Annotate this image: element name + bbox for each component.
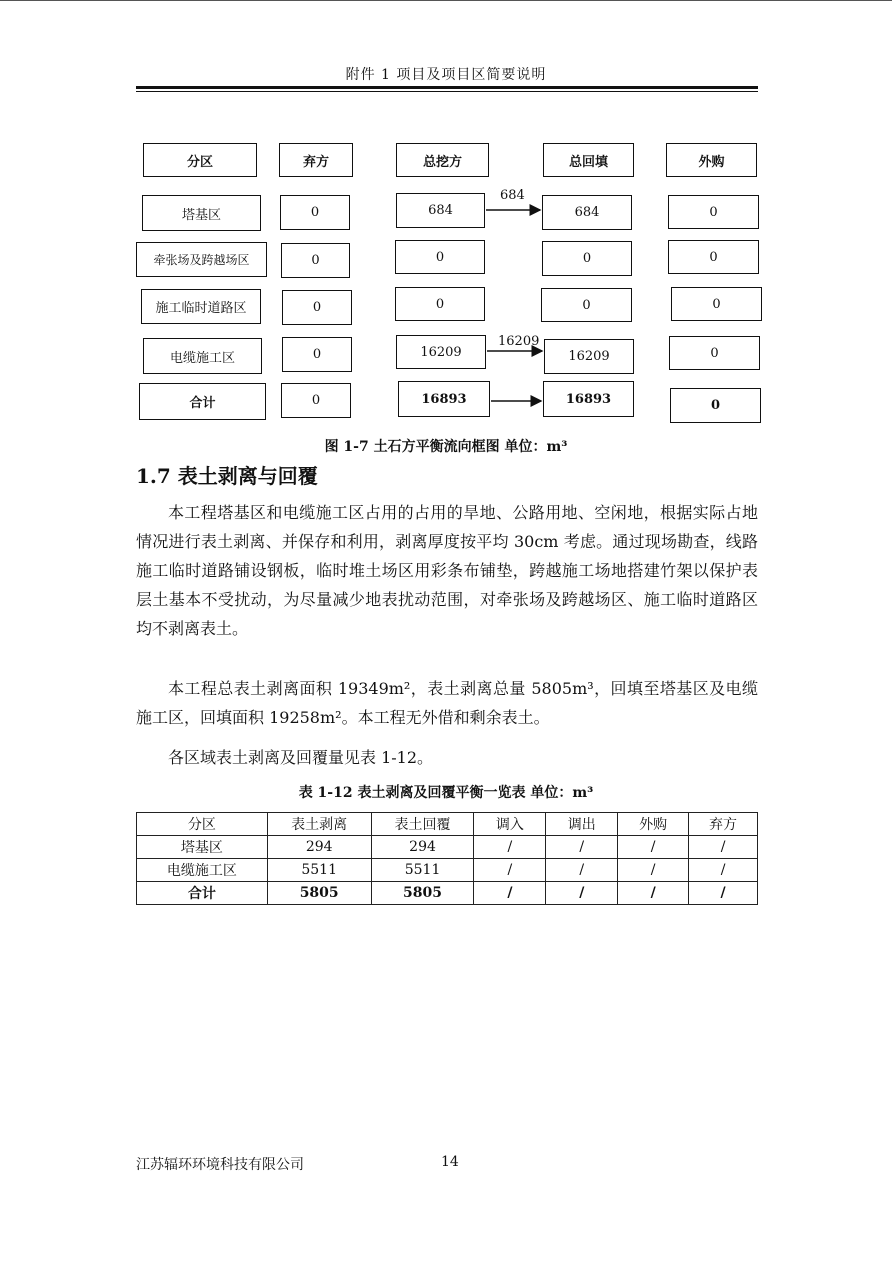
paragraph: 本工程总表土剥离面积 19349m²，表土剥离总量 5805m³，回填至塔基区及电缆施工区，回填面积 19258m²。本工程无外借和剩余表土。 <box>136 679 758 727</box>
flow-abandon-box: 0 <box>280 195 350 230</box>
table-header-cell: 弃方 <box>689 813 758 836</box>
flow-transfer-label: 16209 <box>498 334 540 349</box>
flow-header-excavation: 总挖方 <box>396 143 489 177</box>
table-cell: 294 <box>267 836 371 859</box>
table-cell: / <box>546 836 618 859</box>
flow-excavation-box: 0 <box>395 287 485 321</box>
table-header-cell: 外购 <box>618 813 689 836</box>
table-cell: / <box>689 836 758 859</box>
flow-excavation-box: 0 <box>395 240 485 274</box>
table-cell: / <box>689 882 758 905</box>
flow-header-purchase: 外购 <box>666 143 757 177</box>
flow-excavation-box-total: 16893 <box>398 381 490 417</box>
table-cell: / <box>546 882 618 905</box>
flow-fill-box: 16209 <box>544 339 634 374</box>
flow-zone-box: 塔基区 <box>142 195 261 231</box>
flow-header-fill: 总回填 <box>543 143 634 177</box>
table-header-cell: 表土剥离 <box>267 813 371 836</box>
table-cell: 塔基区 <box>137 836 268 859</box>
flow-purchase-box: 0 <box>668 240 759 274</box>
table-cell: / <box>618 859 689 882</box>
table-header-cell: 调入 <box>474 813 546 836</box>
flow-purchase-box-total: 0 <box>670 388 761 423</box>
table-cell: 5805 <box>371 882 474 905</box>
flow-abandon-box: 0 <box>282 290 352 325</box>
table-cell: / <box>474 836 546 859</box>
table-cell: 294 <box>371 836 474 859</box>
paragraph: 各区域表土剥离及回覆量见表 1-12。 <box>168 748 434 767</box>
flow-arrows <box>0 0 892 450</box>
topsoil-table <box>136 812 758 905</box>
flow-zone-box: 施工临时道路区 <box>141 289 261 324</box>
table-cell: 5805 <box>267 882 371 905</box>
table-cell: 5511 <box>267 859 371 882</box>
flow-purchase-box: 0 <box>669 336 760 370</box>
flow-purchase-box: 0 <box>671 287 762 321</box>
table-cell: 合计 <box>137 882 268 905</box>
flow-fill-box: 0 <box>541 288 632 322</box>
flow-abandon-box: 0 <box>281 243 350 278</box>
table-row <box>137 859 758 882</box>
table-header-cell: 分区 <box>137 813 268 836</box>
flow-header-abandon: 弃方 <box>279 143 353 177</box>
table-row <box>137 836 758 859</box>
table-total-row <box>137 882 758 905</box>
table-cell: 5511 <box>371 859 474 882</box>
table-cell: 电缆施工区 <box>137 859 268 882</box>
flow-transfer-label: 684 <box>500 188 525 203</box>
page-number: 14 <box>441 1154 459 1170</box>
page-header: 附件 1 项目及项目区简要说明 <box>345 67 547 83</box>
flow-header-zone: 分区 <box>143 143 257 177</box>
table-caption: 表 1-12 表土剥离及回覆平衡一览表 单位：m³ <box>298 785 594 801</box>
flow-zone-box: 牵张场及跨越场区 <box>136 242 267 277</box>
table-cell: / <box>689 859 758 882</box>
flow-fill-box: 684 <box>542 195 632 230</box>
table-cell: / <box>474 859 546 882</box>
flow-abandon-box: 0 <box>282 337 352 372</box>
flow-zone-box-total: 合计 <box>139 383 266 420</box>
paragraph: 本工程塔基区和电缆施工区占用的占用的旱地、公路用地、空闲地，根据实际占地情况进行表土剥离、并保存和利用，剥离厚度按平均 30cm 考虑。通过现场勘查，线路施工临时道路铺设钢板，临时堆土场区用彩条布铺垫，跨越施工场地搭建竹架以保护表层土基本不受扰动，为尽量减少地表扰动范围，对牵张场及跨越场区、施工临时道路区均不剥离表土。 <box>136 503 758 638</box>
table-cell: / <box>546 859 618 882</box>
table-cell: / <box>618 882 689 905</box>
flow-excavation-box: 16209 <box>396 335 486 369</box>
flow-purchase-box: 0 <box>668 195 759 229</box>
table-header-cell: 表土回覆 <box>371 813 474 836</box>
footer-company: 江苏辐环环境科技有限公司 <box>136 1157 304 1173</box>
table-cell: / <box>474 882 546 905</box>
flow-fill-box: 0 <box>542 241 632 276</box>
section-title: 1.7 表土剥离与回覆 <box>136 464 318 488</box>
flow-fill-box-total: 16893 <box>543 381 634 417</box>
table-cell: / <box>618 836 689 859</box>
flow-abandon-box-total: 0 <box>281 383 351 418</box>
flow-excavation-box: 684 <box>396 193 485 228</box>
flow-zone-box: 电缆施工区 <box>143 338 262 374</box>
table-header-cell: 调出 <box>546 813 618 836</box>
table-header-row <box>137 813 758 836</box>
figure-caption: 图 1-7 土石方平衡流向框图 单位：m³ <box>324 439 568 455</box>
